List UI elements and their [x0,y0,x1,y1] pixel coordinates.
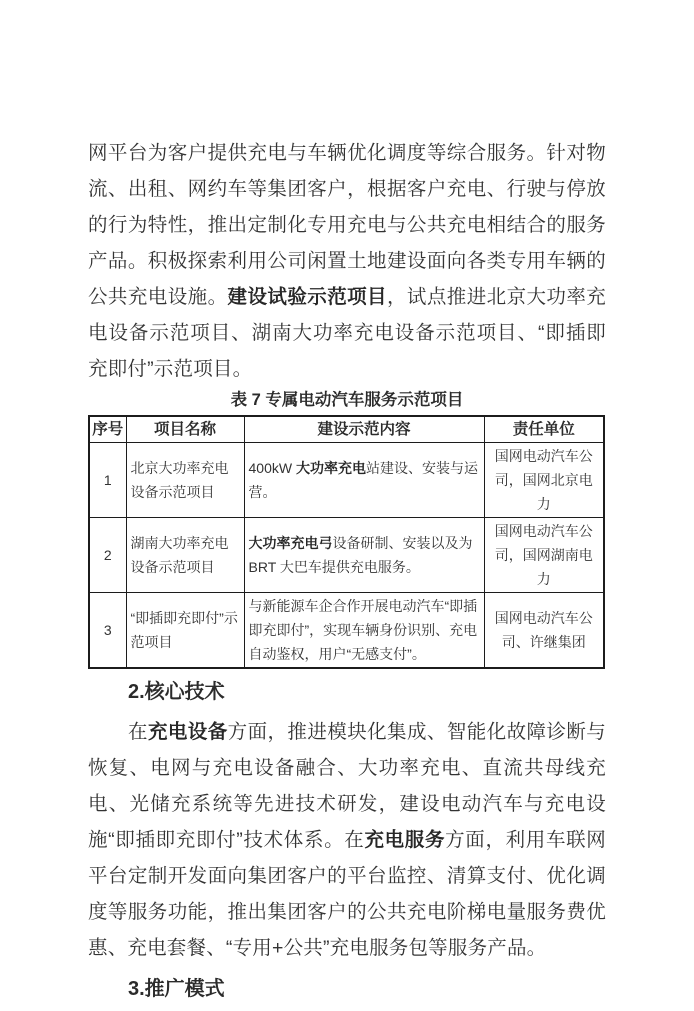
unit-cell: 国网电动汽车公司，国网北京电力 [484,443,604,518]
header-cell-project-name: 项目名称 [126,416,244,443]
demo-projects-table [88,415,605,669]
content-cell [244,443,484,518]
content-cell [244,518,484,593]
page-content [88,135,606,1011]
text-run: 与新能源车企合作开展电动汽车“即插即充即付”，实现车辆身份识别、充电自动鉴权，用户“无感支付”。 [248,598,478,662]
table-row [89,443,604,518]
text-run: 网平台为客户提供充电与车辆优化调度等综合服务。针对物流、出租、网约车等集团客户，根据客户充电、行驶与停放的行为特性，推出定制化专用充电与公共充电相结合的服务产品。积极探索利用公司闲置土地建设面向各类专用车辆的公共充电设施。 [88,142,606,308]
header-cell-unit: 责任单位 [484,416,604,443]
header-cell-content: 建设示范内容 [244,416,484,443]
table-caption: 表 7 专属电动汽车服务示范项目 [230,391,464,409]
text-run: 400kW [248,460,296,476]
section-heading-promotion: 3.推广模式 [128,978,225,1000]
text-run: 方面，推进模块化集成、智能化故障诊断与恢复、电网与充电设备融合、大功率充电、直流共母线充电、光储充系统等先进技术研发，建设电动汽车与充电设施“即插即充即付”技术体系。在 [88,721,606,851]
core-tech-paragraph [88,714,606,966]
header-cell-number: 序号 [89,416,126,443]
row-number-cell: 1 [89,443,126,518]
unit-cell: 国网电动汽车公司，国网湖南电力 [484,518,604,593]
text-run: ，试点推进北京大功率充电设备示范项目、湖南大功率充电设备示范项目、“即插即充即付”示范项目。 [88,286,606,380]
text-run: 在 [128,721,148,743]
text-run: 站建设、安装与运营。 [248,460,478,500]
project-name-cell: “即插即充即付”示范项目 [126,593,244,669]
table-row [89,593,604,669]
content-cell [244,593,484,669]
bold-run: 充电服务 [364,829,446,851]
table-header-row [89,416,604,443]
section-heading-core-tech: 2.核心技术 [128,681,225,703]
project-name-cell: 湖南大功率充电设备示范项目 [126,518,244,593]
row-number-cell: 3 [89,593,126,669]
row-number-cell: 2 [89,518,126,593]
bold-run: 充电设备 [147,721,228,743]
table-row [89,518,604,593]
bold-run: 建设试验示范项目 [227,286,387,308]
text-run: 方面，利用车联网平台定制开发面向集团客户的平台监控、清算支付、优化调度等服务功能，推出集团客户的公共充电阶梯电量服务费优惠、充电套餐、“专用+公共”充电服务包等服务产品。 [88,829,606,959]
intro-paragraph [88,135,606,387]
bold-run: 大功率充电弓 [248,535,333,551]
bold-run: 大功率充电 [295,460,366,476]
unit-cell: 国网电动汽车公司、许继集团 [484,593,604,669]
text-run: 设备研制、安装以及为 BRT 大巴车提供充电服务。 [248,535,473,575]
project-name-cell: 北京大功率充电设备示范项目 [126,443,244,518]
